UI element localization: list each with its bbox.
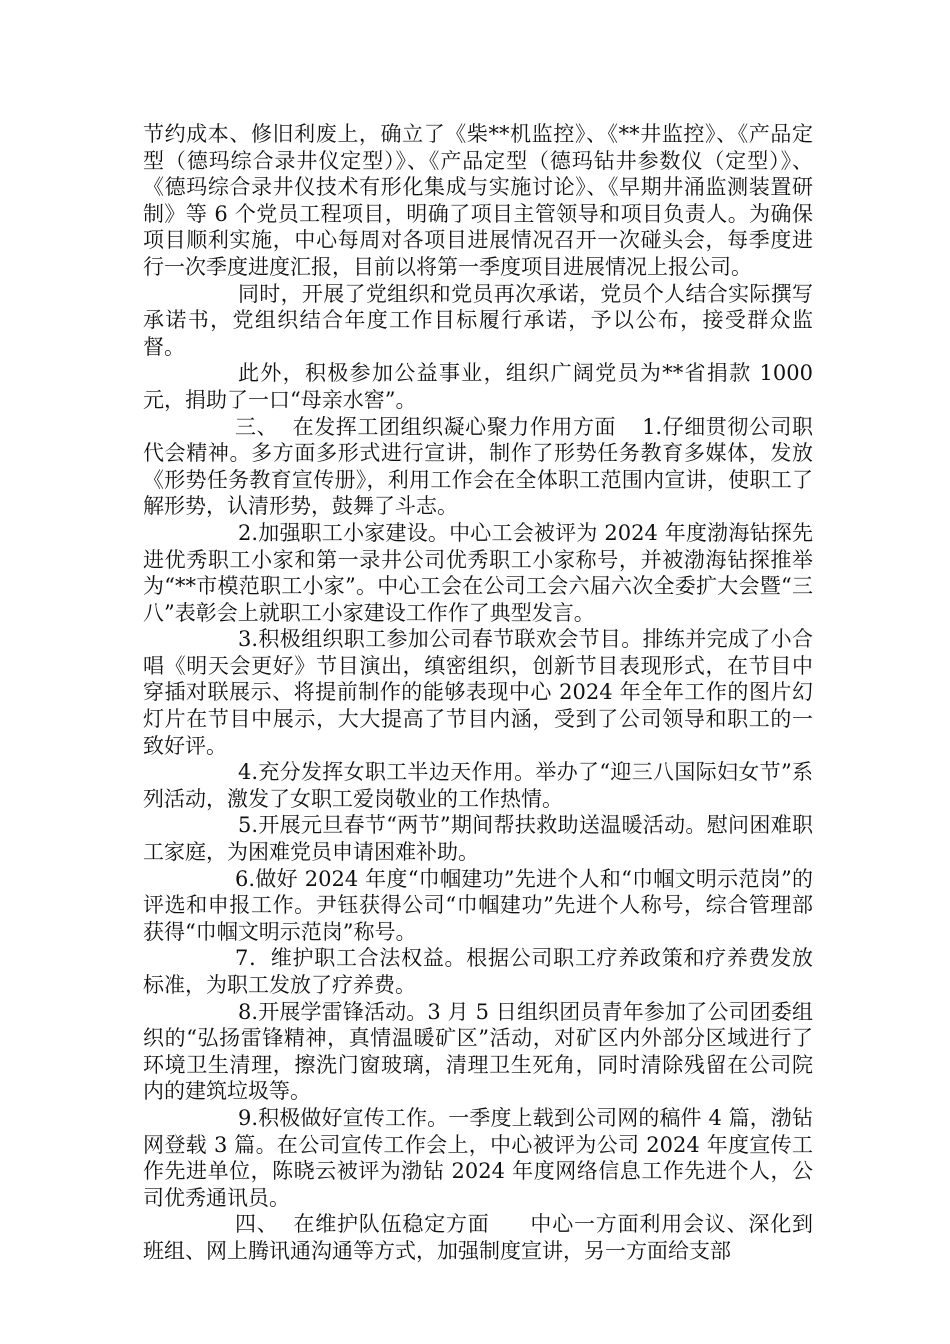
paragraph-union-section [143, 414, 813, 520]
section-body-stability: 中心一方面利用会议、深化到班组、网上腾讯通沟通等方式，加强制度宣讲，另一方面给支部 [143, 1212, 814, 1263]
paragraph-party-commitment: 同时，开展了党组织和党员再次承诺，党员个人结合实际撰写承诺书，党组织结合年度工作目标履行承诺，予以公布，接受群众监督。 [143, 281, 813, 359]
paragraph-item-3: 3.积极组织职工参加公司春节联欢会节目。排练并完成了小合唱《明天会更好》节目演出，缜密组织，创新节目表现形式，在节目中穿插对联展示、将提前制作的能够表现中心 2024 年全年工作的图片幻灯片在节目中展示，大大提高了节目内涵，受到了公司领导和职工的一致好评。 [143, 627, 813, 758]
section-body-union: 1.仔细贯彻公司职代会精神。多方面多形式进行宣讲，制作了形势任务教育多媒体，发放《形势任务教育宣传册》，利用工作会在全体职工范围内宣讲，使职工了解形势，认清形势，鼓舞了斗志。 [143, 414, 814, 519]
paragraph-item-5: 5.开展元旦春节“两节”期间帮扶救助送温暖活动。慰问困难职工家庭，为困难党员申请困难补助。 [143, 813, 813, 865]
section-number-four: 四、 [235, 1212, 279, 1237]
paragraph-item-4: 4.充分发挥女职工半边天作用。举办了“迎三八国际妇女节”系列活动，激发了女职工爱岗敬业的工作热情。 [143, 760, 813, 811]
section-heading-union: 在发挥工团组织凝心聚力作用方面 [292, 414, 617, 439]
paragraph-item-2: 2.加强职工小家建设。中心工会被评为 2024 年度渤海钻探先进优秀职工小家和第一录井公司优秀职工小家称号，并被渤海钻探推举为“**市模范职工小家”。中心工会在公司工会六届六次全委扩大会暨“三八”表彰会上就职工小家建设工作作了典型发言。 [143, 520, 813, 625]
section-number-three: 三、 [235, 414, 279, 439]
paragraph-item-6: 6.做好 2024 年度“巾帼建功”先进个人和“巾帼文明示范岗”的评选和申报工作。尹钰获得公司“巾帼建功”先进个人称号，综合管理部获得“巾帼文明示范岗”称号。 [143, 866, 813, 944]
paragraph-party-projects: 节约成本、修旧利废上，确立了《柴**机监控》、《**井监控》、《产品定型（德玛综合录井仪定型）》、《产品定型（德玛钻井参数仪（定型）》、《德玛综合录井仪技术有形化集成与实施讨论》、《早期井涌监测装置研制》等 6 个党员工程项目，明确了项目主管领导和项目负责人。为确保项目顺利实施，中心每周对各项目进展情况召开一次碰头会，每季度进行一次季度进度汇报，目前以将第一季度项目进展情况上报公司。 [143, 122, 813, 279]
paragraph-charity: 此外，积极参加公益事业，组织广阔党员为**省捐款 1000 元，捐助了一口“母亲水窖”。 [143, 361, 813, 412]
section-heading-stability: 在维护队伍稳定方面 [292, 1212, 490, 1237]
paragraph-stability-section [143, 1211, 813, 1264]
paragraph-item-9: 9.积极做好宣传工作。一季度上载到公司网的稿件 4 篇，渤钻网登载 3 篇。在公司宣传工作会上，中心被评为公司 2024 年度宣传工作先进单位，陈晓云被评为渤钻 2024 年度网络信息工作先进个人，公司优秀通讯员。 [143, 1105, 813, 1210]
paragraph-item-7: 7．维护职工合法权益。根据公司职工疗养政策和疗养费发放标准，为职工发放了疗养费。 [143, 946, 813, 997]
paragraph-item-8: 8.开展学雷锋活动。3 月 5 日组织团员青年参加了公司团委组织的“弘扬雷锋精神，真情温暖矿区”活动，对矿区内外部分区域进行了环境卫生清理，擦洗门窗玻璃，清理卫生死角，同时清除残留在公司院内的建筑垃圾等。 [143, 999, 813, 1104]
document-body [143, 121, 813, 1265]
